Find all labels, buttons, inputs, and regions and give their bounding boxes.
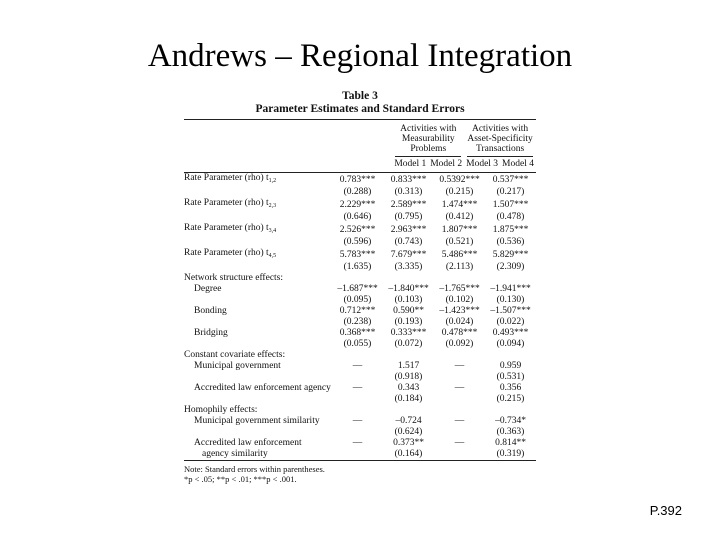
slide-title: Andrews – Regional Integration xyxy=(147,38,573,74)
table-row xyxy=(184,273,536,284)
cell-model-4: (0.094) xyxy=(496,339,525,349)
cell-model-2: 0.590** xyxy=(393,306,424,316)
cell-model-1: 2.526*** xyxy=(339,224,376,235)
row-label: Degree xyxy=(194,284,222,294)
table-note: Note: Standard errors within parentheses. xyxy=(184,464,325,474)
cell-model-3 xyxy=(434,405,485,416)
cell-model-1: (0.055) xyxy=(343,339,372,349)
cell-model-2: (0.795) xyxy=(394,212,423,222)
table-row xyxy=(184,416,536,427)
cell-model-1 xyxy=(332,394,383,405)
table-row xyxy=(184,449,536,460)
cell-model-4: –1.507*** xyxy=(490,306,531,316)
table-row xyxy=(184,372,536,383)
table-row xyxy=(184,427,536,438)
cell-model-1 xyxy=(332,449,383,460)
cell-model-2: (0.918) xyxy=(394,372,423,382)
cell-model-2: 2.589*** xyxy=(390,199,427,210)
cell-model-1: (0.288) xyxy=(343,187,372,197)
row-label: Municipal government similarity xyxy=(194,416,320,426)
table-row xyxy=(184,339,536,350)
row-label xyxy=(184,317,332,328)
cell-model-2: 7.679*** xyxy=(390,249,427,260)
cell-model-1: (0.095) xyxy=(343,295,372,305)
cell-model-3: 0.478*** xyxy=(441,328,478,338)
cell-model-3: (0.412) xyxy=(445,212,474,222)
cell-model-4: (0.319) xyxy=(496,449,525,459)
bottom-rule xyxy=(184,460,536,461)
cell-model-2: (0.072) xyxy=(394,339,423,349)
table-row xyxy=(184,438,536,449)
cell-model-4: (0.478) xyxy=(496,212,525,222)
table-number: Table 3 xyxy=(342,90,378,102)
cell-model-2: (3.335) xyxy=(394,262,423,272)
cell-model-3 xyxy=(434,427,485,438)
table-row xyxy=(184,361,536,372)
cell-model-1: 5.783*** xyxy=(339,249,376,260)
cell-model-1: — xyxy=(352,361,363,371)
table-row xyxy=(184,198,536,212)
cell-model-2: –0.724 xyxy=(395,416,422,426)
row-label: Bridging xyxy=(194,328,228,338)
cell-model-3: — xyxy=(454,416,465,426)
cell-model-4 xyxy=(485,350,536,361)
row-label: Rate Parameter (rho) $t_{1,2}$ xyxy=(184,173,277,184)
row-label: Municipal government xyxy=(194,361,281,371)
cell-model-4 xyxy=(485,405,536,416)
cell-model-1 xyxy=(332,427,383,438)
rate-subscript: 2,3 xyxy=(268,203,277,209)
row-label: Rate Parameter (rho) $t_{2,3}$ xyxy=(184,198,277,209)
cell-model-2 xyxy=(383,350,434,361)
cell-model-1: 0.712*** xyxy=(339,306,376,316)
cell-model-3: (0.092) xyxy=(445,339,474,349)
cell-model-3 xyxy=(434,372,485,383)
model-header-3: Model 3 xyxy=(466,159,499,169)
rate-subscript: 4,5 xyxy=(268,253,277,259)
cell-model-4: 0.537*** xyxy=(492,174,529,185)
cell-model-4: 5.829*** xyxy=(492,249,529,260)
cell-model-4: 1.875*** xyxy=(492,224,529,235)
cell-model-3: — xyxy=(454,383,465,393)
model-header-1: Model 1 xyxy=(394,159,427,169)
cell-model-1: (0.596) xyxy=(343,237,372,247)
cell-model-3: 5.486*** xyxy=(441,249,478,260)
cell-model-3 xyxy=(434,394,485,405)
cell-model-3: (0.024) xyxy=(445,317,474,327)
parameter-table xyxy=(184,90,536,484)
cell-model-2: (0.743) xyxy=(394,237,423,247)
significance-note: *p < .05; **p < .01; ***p < .001. xyxy=(184,474,297,484)
table-row xyxy=(184,405,536,416)
cell-model-3: –1.423*** xyxy=(439,306,480,316)
cell-model-2: 0.343 xyxy=(397,383,420,393)
cell-model-4: (0.215) xyxy=(496,394,525,404)
cell-model-2: 2.963*** xyxy=(390,224,427,235)
cell-model-1: 2.229*** xyxy=(339,199,376,210)
cell-model-2: 1.517 xyxy=(397,361,420,371)
cell-model-1: — xyxy=(352,416,363,426)
table-row xyxy=(184,212,536,223)
cell-model-4: (0.217) xyxy=(496,187,525,197)
table-row xyxy=(184,187,536,198)
cell-model-3: 1.807*** xyxy=(441,224,478,235)
cell-model-3: 0.5392*** xyxy=(439,174,480,185)
row-label: Rate Parameter (rho) $t_{4,5}$ xyxy=(184,248,277,259)
cell-model-1: –1.687*** xyxy=(337,284,378,294)
row-label: agency similarity xyxy=(202,449,268,459)
cell-model-3 xyxy=(434,449,485,460)
row-label: Homophily effects: xyxy=(184,405,258,415)
cell-model-1 xyxy=(332,273,383,284)
cell-model-4: 0.356 xyxy=(499,383,522,393)
page-number: P.392 xyxy=(649,503,682,518)
table-row xyxy=(184,284,536,295)
cell-model-3: (2.113) xyxy=(445,262,474,272)
group-header-asset-specificity: Activities with Asset-Specificity Transactions xyxy=(467,124,533,157)
cell-model-2: –1.840*** xyxy=(388,284,429,294)
cell-model-3: — xyxy=(454,438,465,448)
table-row xyxy=(184,306,536,317)
cell-model-3: (0.521) xyxy=(445,237,474,247)
table-row xyxy=(184,394,536,405)
cell-model-4: 1.507*** xyxy=(492,199,529,210)
table-row xyxy=(184,262,536,273)
model-header-2: Model 2 xyxy=(430,159,463,169)
cell-model-1: (0.238) xyxy=(343,317,372,327)
cell-model-1: — xyxy=(352,438,363,448)
row-label xyxy=(184,339,332,350)
cell-model-1: 0.783*** xyxy=(339,174,376,185)
row-label xyxy=(184,295,332,306)
cell-model-1 xyxy=(332,372,383,383)
cell-model-4 xyxy=(485,273,536,284)
cell-model-4: –0.734* xyxy=(495,416,526,426)
cell-model-3 xyxy=(434,273,485,284)
row-label xyxy=(184,212,332,223)
cell-model-4: (0.531) xyxy=(496,372,525,382)
table-row xyxy=(184,223,536,237)
row-label: Bonding xyxy=(194,306,227,316)
cell-model-2: (0.313) xyxy=(394,187,423,197)
row-label: Network structure effects: xyxy=(184,273,284,283)
row-label: Accredited law enforcement agency xyxy=(194,383,331,393)
cell-model-4: 0.493*** xyxy=(492,328,529,338)
row-label xyxy=(184,427,332,438)
cell-model-1 xyxy=(332,405,383,416)
table-row xyxy=(184,295,536,306)
cell-model-2 xyxy=(383,273,434,284)
cell-model-3: (0.215) xyxy=(445,187,474,197)
cell-model-1: (1.635) xyxy=(343,262,372,272)
row-label: Constant covariate effects: xyxy=(184,350,286,360)
cell-model-1: 0.368*** xyxy=(339,328,376,338)
table-row xyxy=(184,328,536,339)
model-header-4: Model 4 xyxy=(502,159,534,169)
cell-model-2: (0.164) xyxy=(394,449,423,459)
table-row xyxy=(184,248,536,262)
cell-model-2: 0.373** xyxy=(393,438,424,448)
cell-model-2: 0.333*** xyxy=(390,328,427,338)
cell-model-3: –1.765*** xyxy=(439,284,480,294)
table-row xyxy=(184,317,536,328)
cell-model-2: 0.833*** xyxy=(390,174,427,185)
cell-model-2 xyxy=(383,405,434,416)
row-label xyxy=(184,262,332,273)
table-row xyxy=(184,350,536,361)
cell-model-4: (2.309) xyxy=(496,262,525,272)
group-header-measurability: Activities with Measurability Problems xyxy=(395,124,461,157)
cell-model-1: — xyxy=(352,383,363,393)
cell-model-1 xyxy=(332,350,383,361)
table-body xyxy=(184,173,536,460)
rate-subscript: 1,2 xyxy=(268,178,277,184)
cell-model-3 xyxy=(434,350,485,361)
cell-model-2: (0.193) xyxy=(394,317,423,327)
table-row xyxy=(184,237,536,248)
cell-model-3: (0.102) xyxy=(445,295,474,305)
cell-model-4: (0.363) xyxy=(496,427,525,437)
cell-model-2: (0.624) xyxy=(394,427,423,437)
row-label xyxy=(184,187,332,198)
table-row xyxy=(184,173,536,187)
table-caption: Parameter Estimates and Standard Errors xyxy=(255,103,465,115)
cell-model-4: (0.130) xyxy=(496,295,525,305)
rate-subscript: 3,4 xyxy=(268,228,277,234)
row-label: Accredited law enforcement xyxy=(194,438,302,448)
cell-model-4: (0.536) xyxy=(496,237,525,247)
cell-model-4: –1.941*** xyxy=(490,284,531,294)
cell-model-3: — xyxy=(454,361,465,371)
cell-model-3: 1.474*** xyxy=(441,199,478,210)
row-label xyxy=(184,372,332,383)
cell-model-1: (0.646) xyxy=(343,212,372,222)
cell-model-2: (0.103) xyxy=(394,295,423,305)
cell-model-4: 0.814** xyxy=(495,438,526,448)
table-row xyxy=(184,383,536,394)
cell-model-2: (0.184) xyxy=(394,394,423,404)
row-label: Rate Parameter (rho) $t_{3,4}$ xyxy=(184,223,277,234)
cell-model-4: (0.022) xyxy=(496,317,525,327)
row-label xyxy=(184,394,332,405)
row-label xyxy=(184,237,332,248)
cell-model-4: 0.959 xyxy=(499,361,522,371)
